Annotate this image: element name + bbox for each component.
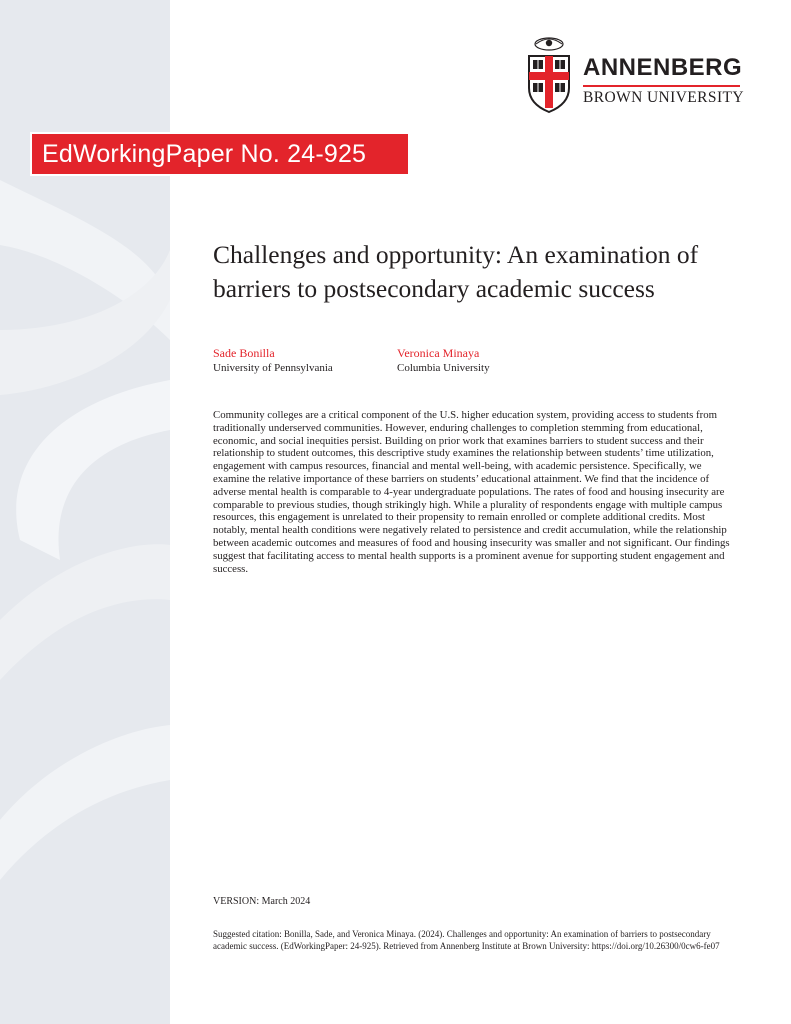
author-affiliation: Columbia University [397,362,490,374]
logo-institution: BROWN UNIVERSITY [583,89,744,106]
version-line: VERSION: March 2024 [213,896,311,907]
author-block [213,345,333,376]
logo-wordmark: ANNENBERG [583,54,743,81]
author-affiliation: University of Pennsylvania [213,362,333,374]
annenberg-logo [524,36,744,116]
author-name: Veronica Minaya [397,346,480,360]
logo-divider [583,85,740,87]
abstract-text: Community colleges are a critical component of the U.S. higher education system, providing access to students from traditionally underserved communities. However, enduring challenges to completion stemming from educational, economic, and social inequities persist. Building on prior work that examines barriers to student success and their relationship to student outcomes, this descriptive study examines the relationship between students’ time utilization, engagement with campus resources, financial and mental well-being, with academic persistence. Specifically, we examine the relative importance of these barriers on students’ educational attainment. We find that the incidence of adverse mental health is comparable to 4-year undergraduate populations. The rates of food and housing insecurity are comparable to previous studies, though strikingly high. While a plurality of respondents engage with multiple campus resources, this engagement is unrelated to their propensity to remain enrolled or complete additional credits. Most notably, mental health conditions were negatively related to persistence and credit accumulation, while the relationship between academic outcomes and measures of food and housing insecurity was smaller and not significant. Our findings suggest that facilitating access to mental health supports is a prominent avenue for supporting student engagement and success. [213,409,730,575]
author-name: Sade Bonilla [213,346,275,360]
series-banner: EdWorkingPaper No. 24-925 [30,132,410,176]
suggested-citation: Suggested citation: Bonilla, Sade, and Veronica Minaya. (2024). Challenges and opportunity: An examination of barriers to postsecondary academic success. (EdWorkingPaper: 24-925). Retrieved from Annenberg Institute at Brown University: https://doi.org/10.26300/0cw6-fe07 [213,929,720,951]
author-block [397,345,490,376]
brown-crest-icon [524,36,574,114]
paper-title: Challenges and opportunity: An examination of barriers to postsecondary academic success [213,240,699,303]
